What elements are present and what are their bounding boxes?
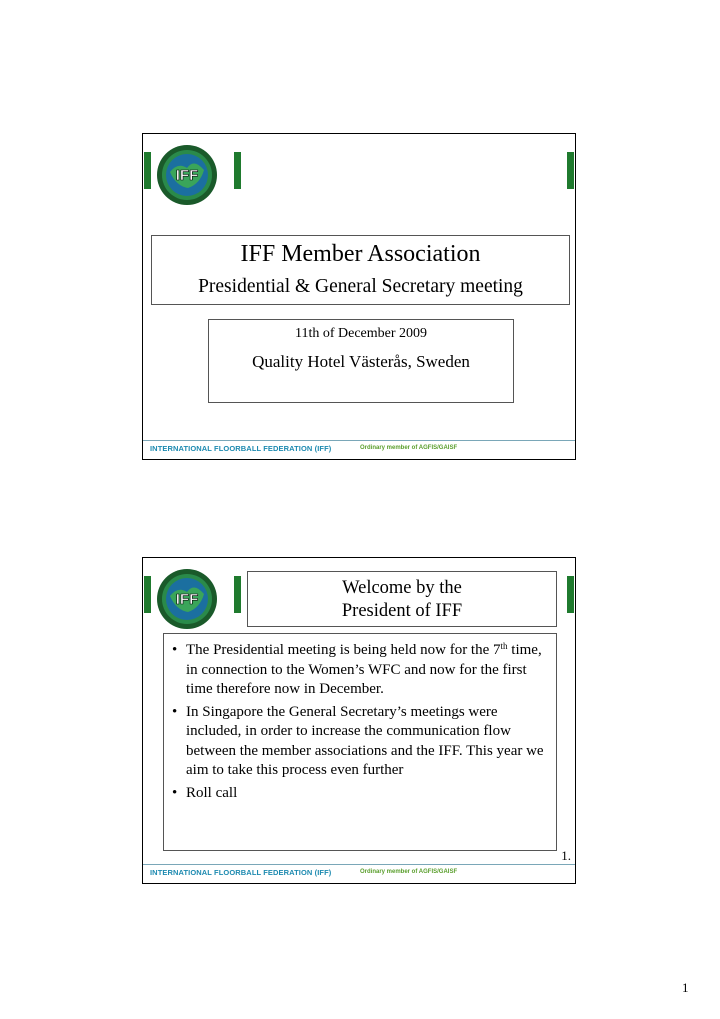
- page-title: IFF Member Association: [240, 241, 481, 267]
- page-number: 1: [682, 980, 689, 995]
- right-green-bar: [567, 152, 574, 189]
- page-subtitle: Presidential & General Secretary meeting: [198, 276, 523, 297]
- event-venue: Quality Hotel Västerås, Sweden: [252, 352, 470, 371]
- slide-heading-line1: Welcome by the: [342, 578, 462, 598]
- slide-1: [142, 133, 576, 460]
- footer-member: Ordinary member of AGFIS/GAISF: [360, 445, 458, 451]
- right-green-bar: [567, 576, 574, 613]
- bullet-icon: •: [172, 703, 178, 720]
- iff-logo-icon: [156, 568, 218, 630]
- list-item: • Roll call: [172, 784, 552, 804]
- bullet-icon: •: [172, 642, 178, 658]
- slide-number: 1.: [561, 848, 571, 863]
- list-item: • The Presidential meeting is being held now for the 7th time, in connection to the Women’s WFC and now for the first time therefore now in December.: [172, 641, 542, 697]
- iff-logo-icon: [156, 144, 218, 206]
- left-green-bar: [144, 152, 151, 189]
- bullet-list: [164, 634, 556, 803]
- event-date: 11th of December 2009: [294, 326, 428, 341]
- slide-2: [142, 557, 576, 884]
- event-info-box: [208, 319, 514, 403]
- slide-footer: [143, 864, 575, 883]
- slide-footer: [143, 440, 575, 459]
- bullet-icon: •: [172, 784, 178, 801]
- svg-text:IFF: IFF: [175, 591, 199, 608]
- svg-text:IFF: IFF: [175, 167, 199, 184]
- slide-heading-line2: President of IFF: [341, 601, 463, 621]
- footer-org: INTERNATIONAL FLOORBALL FEDERATION (IFF): [150, 868, 332, 877]
- footer-member: Ordinary member of AGFIS/GAISF: [360, 869, 458, 875]
- title-box: [151, 235, 570, 305]
- content-box: [163, 633, 557, 851]
- left-green-bar: [144, 576, 151, 613]
- center-green-bar: [234, 152, 241, 189]
- slide-heading-box: [247, 571, 557, 627]
- center-green-bar: [234, 576, 241, 613]
- footer-org: INTERNATIONAL FLOORBALL FEDERATION (IFF): [150, 444, 332, 453]
- list-item: • In Singapore the General Secretary’s meetings were included, in order to increase the communication flow between the member associations and the IFF. This year we aim to take this process even further: [172, 703, 544, 778]
